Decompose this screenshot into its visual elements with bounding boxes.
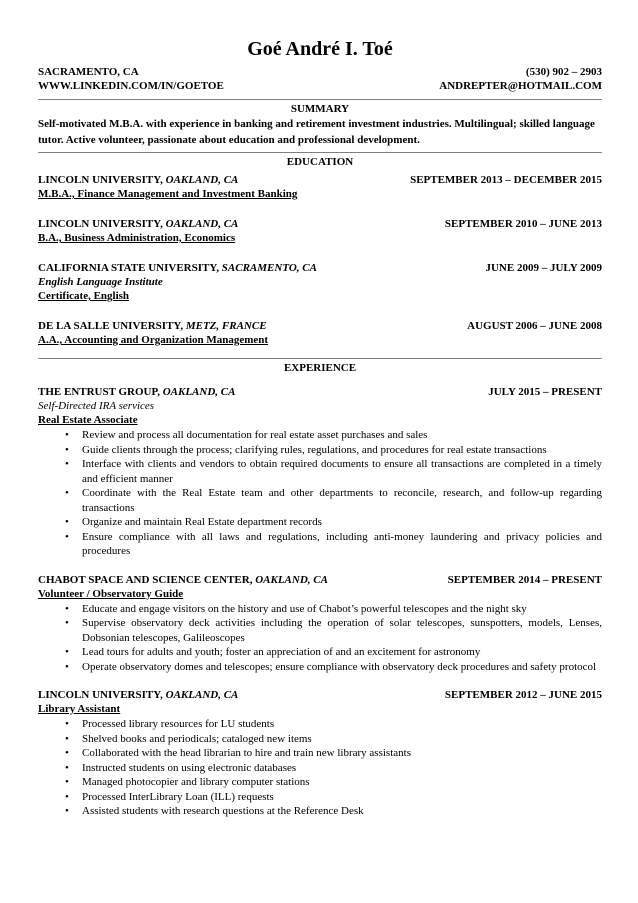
education-entry xyxy=(38,217,602,246)
candidate-name: Goé André I. Toé xyxy=(247,38,393,60)
employer-name: THE ENTRUST GROUP, xyxy=(38,386,163,398)
education-dates: JUNE 2009 – JULY 2009 xyxy=(485,262,602,274)
job-dates: SEPTEMBER 2014 – PRESENT xyxy=(447,573,602,586)
degree: M.B.A., Finance Management and Investment Banking xyxy=(38,188,298,200)
list-item: • Managed photocopier and library computer stations xyxy=(38,775,602,790)
responsibility-list xyxy=(38,428,602,559)
responsibility-list xyxy=(38,717,602,819)
education-heading: EDUCATION xyxy=(286,156,354,168)
phone: (530) 902 – 2903 xyxy=(525,66,602,78)
list-item: • Organize and maintain Real Estate department records xyxy=(38,515,602,530)
school-name: LINCOLN UNIVERSITY, xyxy=(38,218,166,230)
employer-name: CHABOT SPACE AND SCIENCE CENTER, xyxy=(38,573,256,586)
list-item: • Lead tours for adults and youth; foster an appreciation of and an excitement for astronomy xyxy=(38,645,602,660)
list-item: • Interface with clients and vendors to obtain required documents to ensure all transactions are completed in a timely and efficient manner xyxy=(38,457,602,486)
degree: B.A., Business Administration, Economics xyxy=(38,232,236,244)
school-name: LINCOLN UNIVERSITY, xyxy=(38,174,166,186)
job-title: Volunteer / Observatory Guide xyxy=(38,587,184,600)
program-name: English Language Institute xyxy=(38,276,163,288)
list-item: • Processed library resources for LU students xyxy=(38,717,602,732)
employer-location: OAKLAND, CA xyxy=(162,386,236,398)
education-entry xyxy=(38,261,602,304)
city: SACRAMENTO, CA xyxy=(38,66,139,78)
contact-row-1 xyxy=(38,65,602,79)
list-item: • Instructed students on using electronic databases xyxy=(38,761,602,776)
email: ANDREPTER@HOTMAIL.COM xyxy=(439,80,602,92)
school-location: SACRAMENTO, CA xyxy=(221,262,317,274)
employer-location: OAKLAND, CA xyxy=(165,689,239,701)
list-item: • Assisted students with research questions at the Reference Desk xyxy=(38,804,602,819)
linkedin-url: WWW.LINKEDIN.COM/IN/GOETOE xyxy=(38,80,224,92)
school-location: OAKLAND, CA xyxy=(165,218,239,230)
school-name: DE LA SALLE UNIVERSITY, xyxy=(38,320,186,332)
experience-heading: EXPERIENCE xyxy=(283,362,357,374)
employer-name: LINCOLN UNIVERSITY, xyxy=(38,689,166,701)
list-item: • Ensure compliance with all laws and regulations, including anti-money laundering and privacy policies and procedures xyxy=(38,530,602,559)
job-entry xyxy=(38,573,602,675)
summary-text: Self-motivated M.B.A. with experience in banking and retirement investment industries. Multilingual; skilled language tutor. Active volunteer, passionate about education and professional development. xyxy=(38,118,595,146)
job-dates: SEPTEMBER 2012 – JUNE 2015 xyxy=(444,689,602,701)
list-item: • Supervise observatory deck activities including the operation of solar telescopes, sunspotters, models, Lenses, Dobsonian telescopes, Galileoscopes xyxy=(38,616,602,645)
list-item: • Operate observatory domes and telescopes; ensure compliance with observatory deck procedures and safety protocol xyxy=(38,660,602,675)
divider xyxy=(38,99,602,100)
degree: Certificate, English xyxy=(38,290,130,302)
job-title: Real Estate Associate xyxy=(38,414,138,426)
school-location: METZ, FRANCE xyxy=(185,320,267,332)
education-entry xyxy=(38,173,602,202)
degree: A.A., Accounting and Organization Management xyxy=(38,334,269,346)
job-title: Library Assistant xyxy=(38,703,121,715)
education-dates: SEPTEMBER 2013 – DECEMBER 2015 xyxy=(410,174,602,186)
list-item: • Educate and engage visitors on the history and use of Chabot’s powerful telescopes and the night sky xyxy=(38,602,602,617)
education-dates: AUGUST 2006 – JUNE 2008 xyxy=(467,320,602,332)
job-entry xyxy=(38,385,602,559)
list-item: • Collaborated with the head librarian to hire and train new library assistants xyxy=(38,746,602,761)
job-entry xyxy=(38,688,602,819)
list-item: • Processed InterLibrary Loan (ILL) requests xyxy=(38,790,602,805)
divider xyxy=(38,358,602,359)
employer-description: Self-Directed IRA services xyxy=(38,400,155,412)
contact-row-2 xyxy=(38,79,602,93)
list-item: • Review and process all documentation for real estate asset purchases and sales xyxy=(38,428,602,443)
list-item: • Shelved books and periodicals; cataloged new items xyxy=(38,732,602,747)
resume-page xyxy=(38,38,602,819)
list-item: • Coordinate with the Real Estate team and other departments to reconcile, research, and follow-up regarding transactions xyxy=(38,486,602,515)
list-item: • Guide clients through the process; clarifying rules, regulations, and procedures for real estate transactions xyxy=(38,443,602,458)
job-dates: JULY 2015 – PRESENT xyxy=(488,386,602,398)
responsibility-list xyxy=(38,602,602,675)
school-name: CALIFORNIA STATE UNIVERSITY, xyxy=(38,262,222,274)
education-dates: SEPTEMBER 2010 – JUNE 2013 xyxy=(444,218,602,230)
education-entry xyxy=(38,319,602,348)
school-location: OAKLAND, CA xyxy=(165,174,239,186)
divider xyxy=(38,152,602,153)
summary-heading: SUMMARY xyxy=(290,103,350,115)
employer-location: OAKLAND, CA xyxy=(255,573,328,586)
